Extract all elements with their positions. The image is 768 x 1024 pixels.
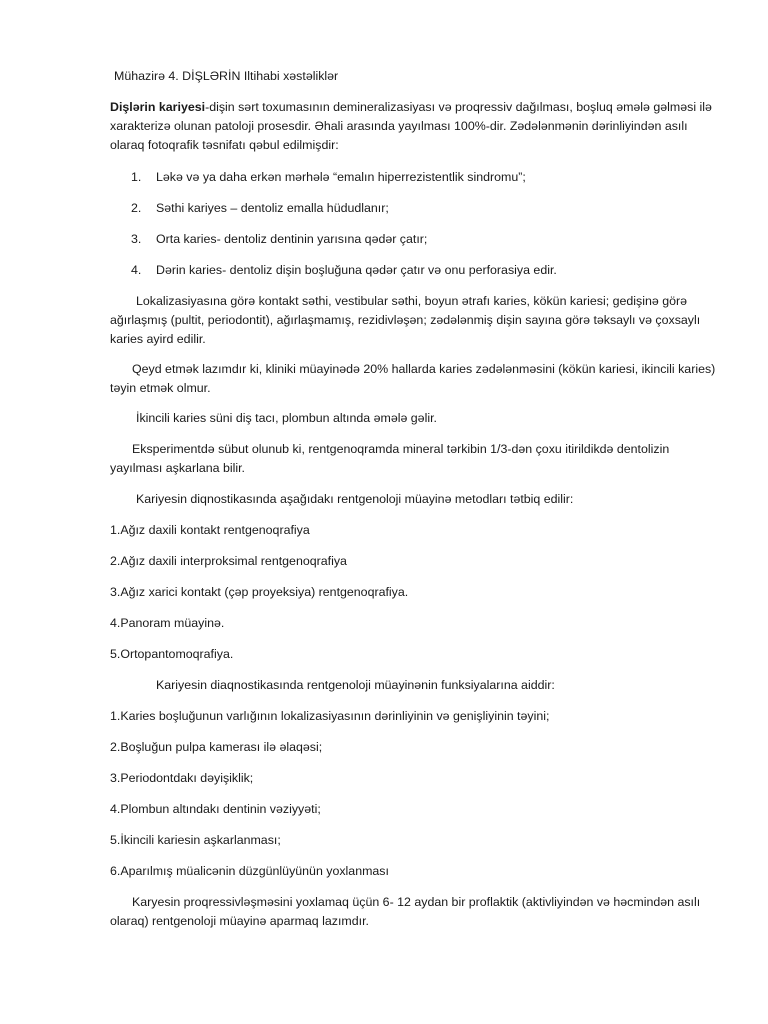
function-item-4: 4.Plombun altındakı dentinin vəziyyəti; bbox=[110, 802, 321, 816]
functions-heading: Kariyesin diaqnostikasında rentgenoloji müayinənin funksiyalarına aiddir: bbox=[156, 678, 555, 692]
function-item-5: 5.İkincili kariesin aşkarlanması; bbox=[110, 833, 281, 847]
closing-paragraph: Karyesin proqressivləşməsini yoxlamaq üçün 6- 12 aydan bir proflaktik (aktivliyindən və həcmindən asılı olaraq) rentgenoloji müayinə aparmaq lazımdır. bbox=[110, 895, 701, 928]
function-item-1: 1.Karies boşluğunun varlığının lokalizasiyasının dərinliyinin və genişliyinin təyini; bbox=[110, 709, 550, 723]
classification-item-2: 2. Səthi kariyes – dentoliz emalla hüdudlanır; bbox=[131, 201, 389, 215]
function-item-6: 6.Aparılmış müalicənin düzgünlüyünün yoxlanması bbox=[110, 864, 389, 878]
methods-heading: Kariyesin diqnostikasında aşağıdakı rentgenoloji müayinə metodları tətbiq edilir: bbox=[136, 492, 574, 506]
classification-item-3: 3. Orta karies- dentoliz dentinin yarısına qədər çatır; bbox=[131, 232, 428, 246]
classification-item-1: 1. Ləkə və ya daha erkən mərhələ “emalın hiperrezistentlik sindromu”; bbox=[131, 170, 526, 184]
method-item-2: 2.Ağız daxili interproksimal rentgenoqrafiya bbox=[110, 554, 347, 568]
clinical-paragraph: Qeyd etmək lazımdır ki, kliniki müayinədə 20% hallarda karies zədələnməsini (kökün kariesi, ikincili karies) təyin etmək olmur. bbox=[110, 362, 716, 395]
intro-paragraph bbox=[110, 98, 720, 155]
function-item-2: 2.Boşluğun pulpa kamerası ilə əlaqəsi; bbox=[110, 740, 323, 754]
experiment-paragraph: Eksperimentdə sübut olunub ki, rentgenoqramda mineral tərkibin 1/3-dən çoxu itirildikdə dentolizin yayılması aşkarlana bilir. bbox=[110, 442, 670, 475]
intro-text: -dişin sərt toxumasının demineralizasiyası və proqressiv dağılması, boşluq əmələ gəlməsi ilə xarakterizə olunan patoloji prosesdir. Əhali arasında yayılması 100%-dir. Zədələnmənin dərinliyindən asılı olaraq fotoqrafik təsnifatı qəbul edilmişdir: bbox=[110, 100, 712, 152]
method-item-3: 3.Ağız xarici kontakt (çəp proyeksiya) rentgenoqrafiya. bbox=[110, 585, 409, 599]
localization-paragraph: Lokalizasiyasına görə kontakt səthi, vestibular səthi, boyun ətrafı karies, kökün kariesi; gedişinə görə ağırlaşmış (pultit, periodontit), ağırlaşmamış, rezidivləşən; zədələnmiş dişin sayına görə təksaylı və çoxsaylı karies ayird edilir. bbox=[110, 294, 701, 346]
method-item-5: 5.Ortopantomoqrafiya. bbox=[110, 647, 234, 661]
function-item-3: 3.Periodontdakı dəyişiklik; bbox=[110, 771, 254, 785]
document-title: Mühazirə 4. DİŞLƏRİN Iltihabi xəstəliklər bbox=[114, 69, 339, 83]
classification-item-4: 4. Dərin karies- dentoliz dişin boşluğuna qədər çatır və onu perforasiya edir. bbox=[131, 263, 557, 277]
method-item-4: 4.Panoram müayinə. bbox=[110, 616, 225, 630]
secondary-karies-paragraph: İkincili karies süni diş tacı, plombun altında əmələ gəlir. bbox=[136, 411, 437, 425]
method-item-1: 1.Ağız daxili kontakt rentgenoqrafiya bbox=[110, 523, 310, 537]
intro-term: Dişlərin kariyesi bbox=[110, 100, 206, 114]
